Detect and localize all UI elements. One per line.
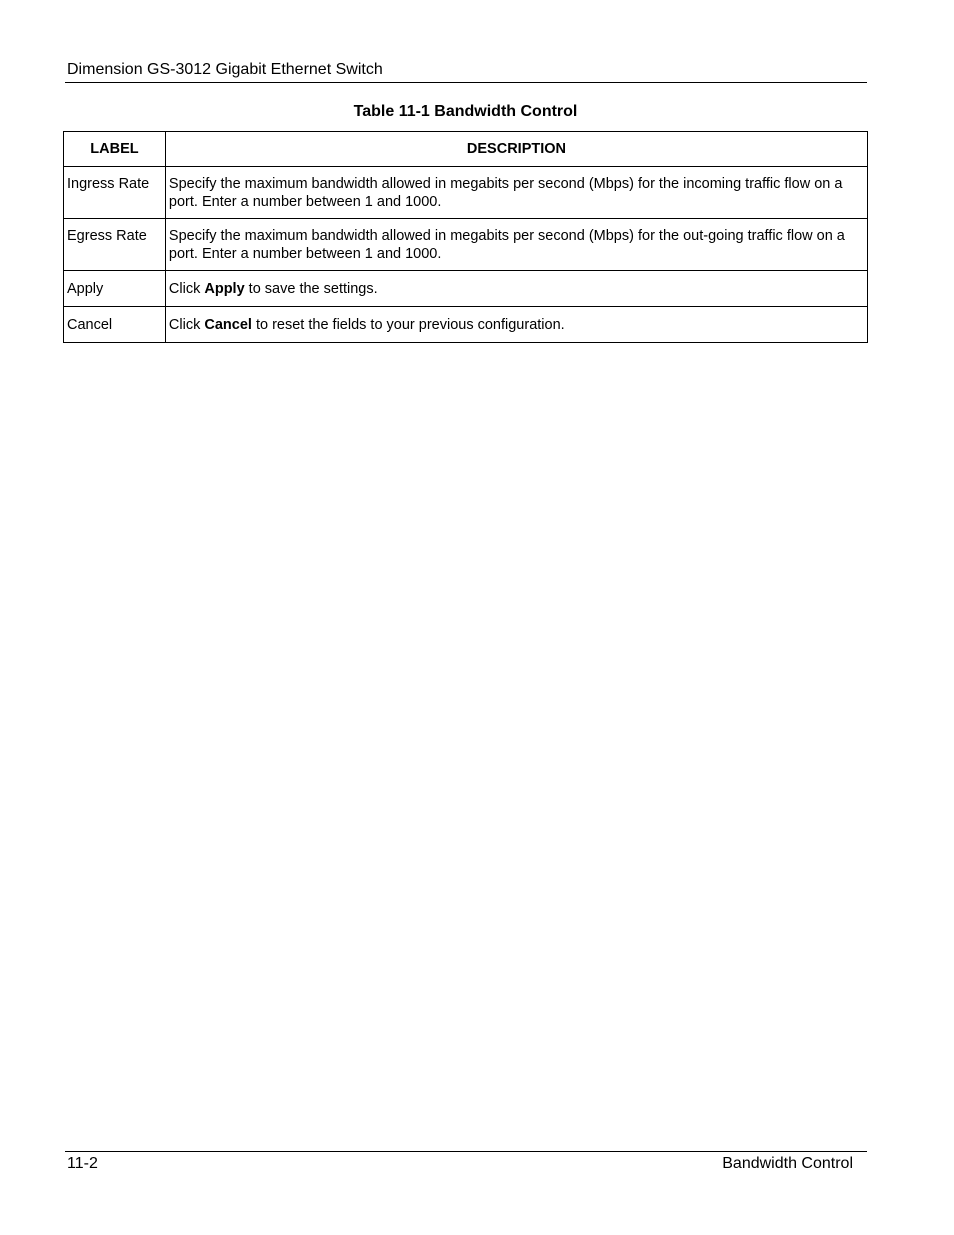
table-caption: Table 11-1 Bandwidth Control [353,103,578,120]
page-header [65,60,867,83]
row-label: Apply [64,271,166,307]
row-label: Ingress Rate [64,167,166,219]
page-number: 11-2 [67,1155,98,1172]
description-text: Specify the maximum bandwidth allowed in megabits per second (Mbps) for the out-going traffic flow on a port. Enter a number between 1 and 1000. [168,228,845,262]
chapter-title: Bandwidth Control [722,1155,853,1172]
row-description [165,219,867,271]
column-header-label: LABEL [64,132,166,167]
description-text: to save the settings. [244,280,378,297]
description-text: Click [168,316,205,333]
page-footer [65,1151,867,1176]
row-label: Egress Rate [64,219,166,271]
row-label: Cancel [64,307,166,343]
bandwidth-control-table [63,131,868,343]
document-title: Dimension GS-3012 Gigabit Ethernet Switch [67,61,383,78]
table-row [64,271,868,307]
table-row [64,167,868,219]
description-text: Click [168,280,205,297]
row-description [165,307,867,343]
column-header-description: DESCRIPTION [165,132,867,167]
description-bold-term: Cancel [204,316,252,333]
row-description [165,167,867,219]
row-description [165,271,867,307]
description-text: to reset the fields to your previous configuration. [251,316,565,333]
description-bold-term: Apply [204,280,245,297]
table-row [64,219,868,271]
table-header-row [64,132,868,167]
table-row [64,307,868,343]
description-text: Specify the maximum bandwidth allowed in megabits per second (Mbps) for the incoming traffic flow on a port. Enter a number between 1 and 1000. [168,176,843,210]
